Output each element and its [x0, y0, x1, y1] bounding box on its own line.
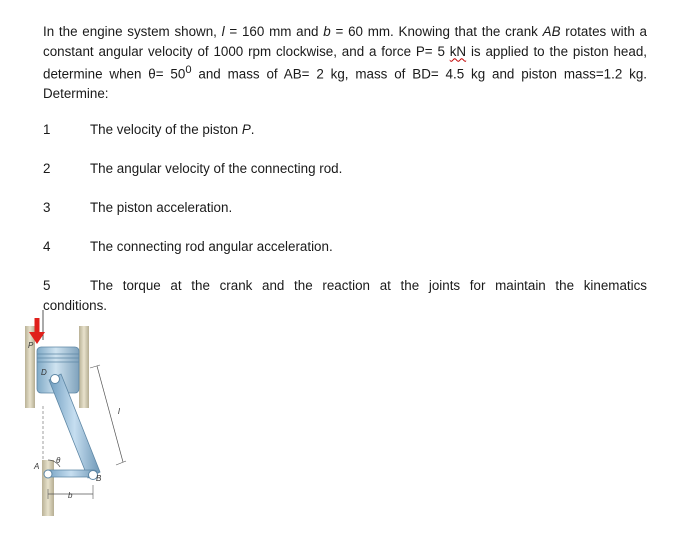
label-offset-b: b	[68, 491, 73, 500]
label-l: l	[118, 407, 120, 416]
label-theta: θ	[56, 456, 61, 465]
pin-a-icon	[44, 470, 52, 478]
label-p: P	[28, 341, 34, 350]
question-number: 1	[43, 122, 51, 137]
question-number: 2	[43, 161, 51, 176]
unit-kn: kN	[449, 43, 467, 59]
crank-mount	[42, 460, 54, 516]
question-text: The angular velocity of the connecting rod.	[90, 161, 343, 176]
pin-d-icon	[51, 375, 60, 384]
question-text: The piston acceleration.	[90, 200, 233, 215]
question-number: 4	[43, 239, 51, 254]
var-l: l	[221, 24, 225, 39]
cylinder-wall-right	[79, 326, 89, 408]
question-number: 3	[43, 200, 51, 215]
var-b: b	[323, 24, 331, 39]
label-a: A	[34, 462, 40, 471]
question-number: 5	[43, 278, 51, 293]
problem-statement: In the engine system shown, l = 160 mm and b = 60 mm. Knowing that the crank AB rotates with a constant angular velocity of 1000 rpm clockwise, and a force P= 5 kN is applied to the piston head, determine when $\theta= 50^0$ and mass of AB= 2 kg, mass of BD= 4.5 kg and piston mass=1.2 kg. Determine:	[43, 24, 648, 101]
label-b: B	[96, 474, 102, 483]
engine-figure	[20, 310, 180, 520]
question-text: The velocity of the piston P.	[90, 122, 255, 137]
question-text: The connecting rod angular acceleration.	[90, 239, 333, 254]
var-ab: AB	[542, 24, 561, 39]
label-d: D	[41, 368, 47, 377]
degree-sup: 0	[185, 64, 192, 76]
question-text: The torque at the crank and the reaction at the joints for maintain the kinematics	[90, 278, 647, 293]
question-text-continued: conditions.	[43, 297, 108, 313]
